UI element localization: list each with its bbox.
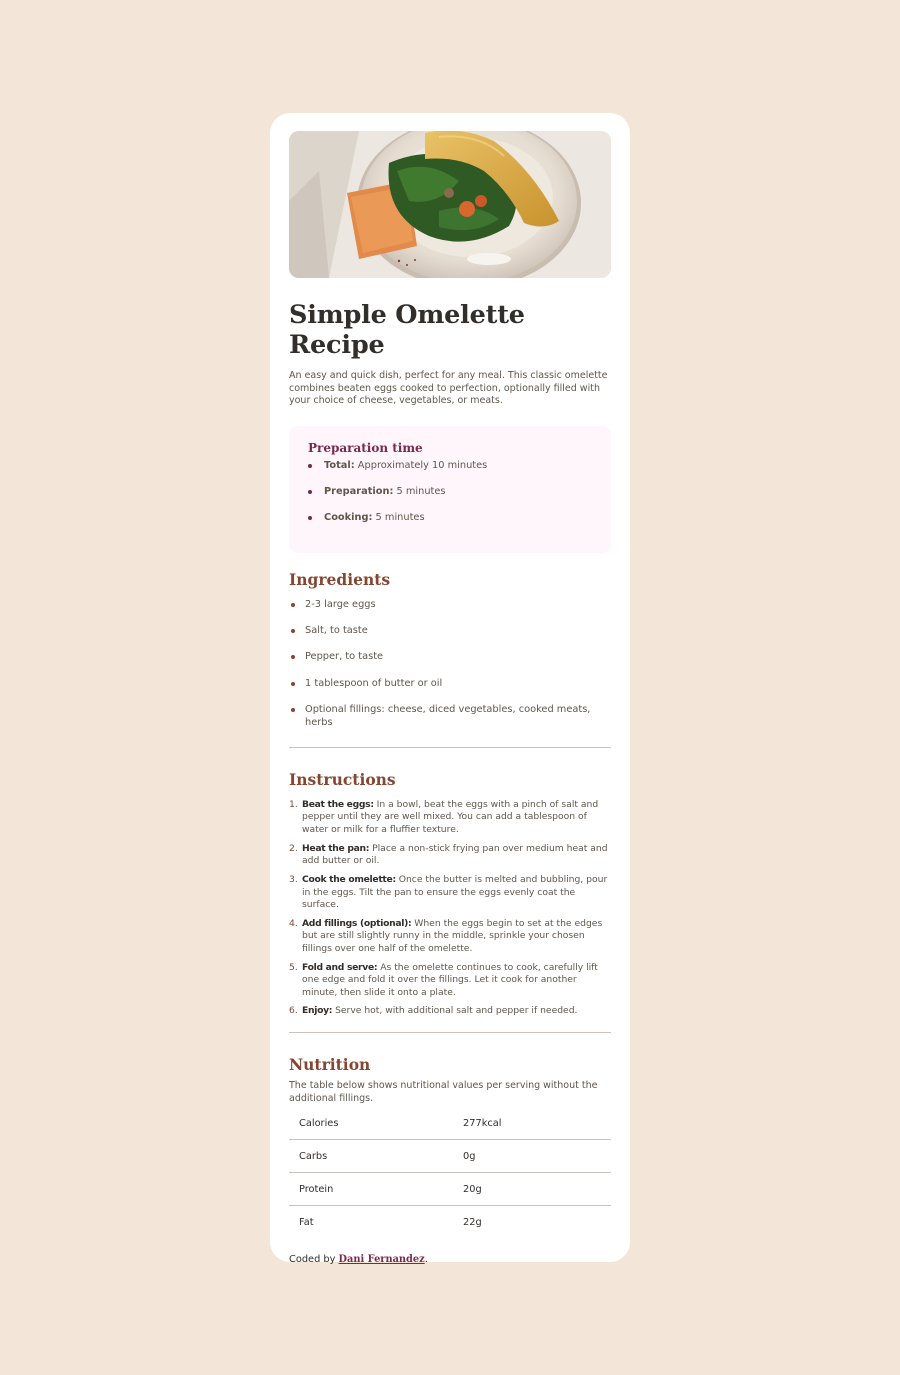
section-divider [289,1032,611,1033]
attribution [289,1254,611,1265]
instruction-step [289,874,611,912]
preparation-item [324,485,592,511]
preparation-item [324,459,592,485]
step-label: Beat the eggs: [302,798,374,810]
step-text: When the eggs begin to set at the edges but are still slightly runny in the middle, sprinkle your chosen fillings over one half of the omelette. [302,917,603,954]
step-text: Once the butter is melted and bubbling, pour in the eggs. Tilt the pan to ensure the eggs evenly coat the surface. [302,874,608,911]
step-number: 3. [289,874,298,886]
nutrient-value: 0g [455,1140,611,1173]
attribution-suffix: . [424,1254,428,1266]
preparation-item-label: Total: [324,459,355,471]
instructions-list [289,799,611,1018]
preparation-title: Preparation time [308,440,423,455]
ingredients-title: Ingredients [289,569,391,589]
step-text: Serve hot, with additional salt and pepper if needed. [332,1005,578,1017]
preparation-item-label: Cooking: [324,512,373,524]
instruction-step [289,1005,611,1018]
instruction-step [289,917,611,956]
recipe-intro: An easy and quick dish, perfect for any meal. This classic omelette combines beaten eggs cooked to perfection, optionally filled with your choice of cheese, vegetables, or meats. [289,370,608,407]
table-row [289,1206,611,1239]
step-text: As the omelette continues to cook, carefully lift one edge and fold it over the fillings. Let it cook for another minute, then slide it onto a plate. [302,961,598,998]
nutrient-name: Protein [289,1173,455,1206]
table-row [289,1140,611,1173]
step-number: 6. [289,1005,298,1017]
page-title: Simple Omelette Recipe [289,300,525,360]
step-label: Cook the omelette: [302,874,396,886]
step-number: 4. [289,917,298,929]
ingredients-list [289,598,611,730]
nutrient-name: Fat [299,1216,314,1228]
step-number: 5. [289,961,298,973]
instruction-step [289,798,611,837]
instructions-title: Instructions [289,769,396,789]
nutrient-name: Calories [289,1107,455,1140]
nutrition-title: Nutrition [289,1054,371,1074]
step-label: Fold and serve: [302,961,378,973]
omelette-photo [289,131,611,278]
preparation-item-label: Preparation: [324,486,394,498]
ingredient-item: 1 tablespoon of butter or oil [305,677,611,703]
table-row [289,1107,611,1140]
preparation-item-value: 5 minutes [372,512,425,524]
nutrient-value: 22g [463,1216,482,1228]
table-row [289,1173,611,1206]
step-number: 2. [289,842,298,854]
step-label: Enjoy: [302,1005,333,1017]
preparation-item-value: Approximately 10 minutes [354,459,488,471]
preparation-list [308,459,592,538]
author-link[interactable]: Dani Fernandez [338,1254,425,1266]
step-label: Heat the pan: [302,842,370,854]
nutrition-intro: The table below shows nutritional values per serving without the additional fillings. [289,1079,598,1104]
nutrient-value: 277kcal [455,1107,611,1140]
omelette-illustration [289,131,611,278]
nutrient-name: Carbs [289,1140,455,1173]
step-text: Place a non-stick frying pan over medium heat and add butter or oil. [302,842,608,867]
instruction-step [289,842,611,868]
section-divider [289,747,611,748]
ingredient-item: Salt, to taste [305,624,611,650]
ingredient-item: Optional fillings: cheese, diced vegetables, cooked meats, herbs [305,703,611,730]
ingredient-item: Pepper, to taste [305,650,611,676]
preparation-box [289,426,611,553]
step-number: 1. [289,798,298,810]
nutrition-table [289,1107,611,1238]
attribution-prefix: Coded by [289,1254,339,1266]
preparation-item-value: 5 minutes [393,486,446,498]
ingredient-item: 2-3 large eggs [305,598,611,624]
step-text: In a bowl, beat the eggs with a pinch of salt and pepper until they are well mixed. You can add a tablespoon of water or milk for a fluffier texture. [302,798,599,835]
step-label: Add fillings (optional): [302,917,412,929]
instruction-step [289,961,611,1000]
nutrient-value: 20g [455,1173,611,1206]
recipe-card [270,113,630,1266]
preparation-item [324,511,592,537]
